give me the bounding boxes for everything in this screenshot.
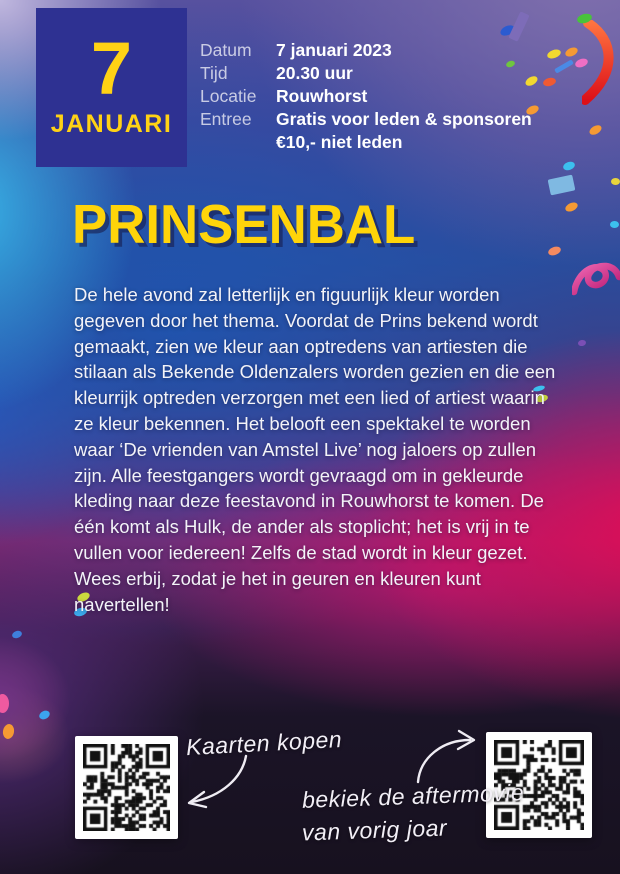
qr-code-tickets-icon xyxy=(75,736,178,839)
confetti-piece-icon xyxy=(548,175,576,196)
badge-day: 7 xyxy=(90,27,133,111)
entree-line-1: Gratis voor leden & sponsoren xyxy=(276,109,532,129)
confetti-piece-icon xyxy=(2,723,15,740)
qr-code-tickets-pattern xyxy=(83,744,170,831)
entree-line-2: €10,- niet leden xyxy=(276,132,403,152)
confetti-piece-icon xyxy=(611,178,620,185)
detail-row-entree xyxy=(200,108,532,154)
detail-label: Tijd xyxy=(200,63,228,83)
confetti-piece-icon xyxy=(0,694,9,713)
pink-streamer-icon xyxy=(572,256,620,304)
confetti-piece-icon xyxy=(547,245,562,257)
confetti-piece-icon xyxy=(11,630,23,640)
detail-label: Datum xyxy=(200,40,252,60)
red-streamer-icon xyxy=(582,20,620,108)
caption-aftermovie-line2: van vorig joar xyxy=(301,814,448,846)
confetti-piece-icon xyxy=(564,201,579,214)
detail-label: Entree xyxy=(200,109,252,129)
detail-label: Locatie xyxy=(200,86,257,106)
curved-arrow-right-icon xyxy=(410,726,482,786)
confetti-piece-icon xyxy=(546,48,562,60)
event-details xyxy=(200,39,532,154)
confetti-piece-icon xyxy=(562,160,576,172)
caption-aftermovie-line1: bekiek de aftermovie xyxy=(301,779,525,813)
page-title: PRINSENBAL xyxy=(72,193,416,255)
confetti-piece-icon xyxy=(542,76,557,87)
confetti-piece-icon xyxy=(38,709,51,721)
curved-arrow-left-icon xyxy=(180,752,252,810)
date-badge xyxy=(36,8,187,167)
detail-row-locatie xyxy=(200,85,532,108)
confetti-piece-icon xyxy=(554,59,574,73)
detail-value: 7 januari 2023 xyxy=(276,40,392,60)
detail-value: Rouwhorst xyxy=(276,86,368,106)
confetti-piece-icon xyxy=(564,46,579,59)
body-paragraph: De hele avond zal letterlijk en figuurlijk kleur worden gegeven door het thema. Voordat de Prins bekend wordt gemaakt, zien we kleur aan optredens van artiesten die stilaan als Bekende Oldenzalers worden gezien en die een kleurrijk optreden verzorgen met een lied of artiest waarin ze kleur bekennen. Het belooft een spektakel te worden waar ‘De vrienden van Amstel Live’ nog jaloers op zullen zijn. Alle feestgangers wordt gevraagd om in gekleurde kleding naar deze feestavond in Rouwhorst te komen. De één komt als Hulk, de ander als stoplicht; het is vrij in te vullen voor iedereen! Zelfs de stad wordt in kleur gezet. Wees erbij, zodat je het in geuren en kleuren kunt navertellen! xyxy=(74,284,556,615)
confetti-piece-icon xyxy=(578,339,587,346)
detail-value: 20.30 uur xyxy=(276,63,353,83)
detail-row-tijd xyxy=(200,62,532,85)
detail-value xyxy=(276,108,532,154)
confetti-piece-icon xyxy=(610,221,619,228)
detail-row-datum xyxy=(200,39,532,62)
badge-month: JANUARI xyxy=(50,109,173,138)
confetti-piece-icon xyxy=(588,123,603,136)
caption-tickets: Kaarten kopen xyxy=(185,725,343,761)
